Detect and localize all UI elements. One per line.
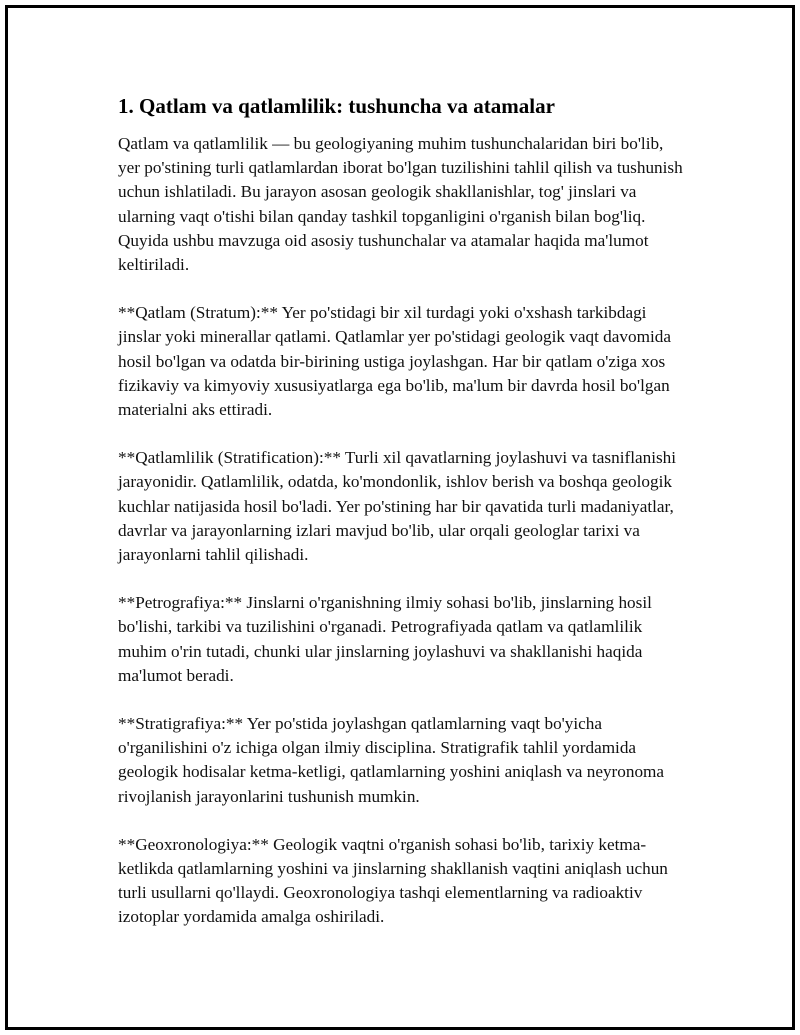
document-body (118, 92, 688, 954)
paragraph-petrografiya: **Petrografiya:** Jinslarni o'rganishning ilmiy sohasi bo'lib, jinslarning hosil bo'lishi, tarkibi va tuzilishini o'rganadi. Petrografiyada qatlam va qatlamlilik muhim o'rin tutadi, chunki ular jinslarning joylashuvi va shakllanishi haqida ma'lumot beradi. (118, 593, 652, 685)
paragraph-stratigrafiya: **Stratigrafiya:** Yer po'stida joylashgan qatlamlarning vaqt bo'yicha o'rganilishini o'z ichiga olgan ilmiy disciplina. Stratigrafik tahlil yordamida geologik hodisalar ketma-ketligi, qatlamlarning yoshini aniqlash va neyronoma rivojlanish jarayonlarini tushunish mumkin. (118, 714, 665, 806)
paragraph-qatlamlilik: **Qatlamlilik (Stratification):** Turli xil qavatlarning joylashuvi va tasniflanishi jarayonidir. Qatlamlilik, odatda, ko'mondonlik, ishlov berish va boshqa geologik kuchlar natijasida hosil bo'ladi. Yer po'stining har bir qavatida turli madaniyatlar, davrlar va jarayonlarning izlari mavjud bo'lib, ular orqali geologlar tarixi va jarayonlarni tahlil qilishadi. (118, 448, 677, 565)
paragraph-geoxronologiya: **Geoxronologiya:** Geologik vaqtni o'rganish sohasi bo'lib, tarixiy ketma-ketlikda qatlamlarning yoshini va jinslarning shakllanish vaqtini aniqlash uchun turli usullarni qo'llaydi. Geoxronologiya tashqi elementlarning va radioaktiv izotoplar yordamida amalga oshiriladi. (118, 834, 668, 927)
paragraph-qatlam: **Qatlam (Stratum):** Yer po'stidagi bir xil turdagi yoki o'xshash tarkibdagi jinslar yoki minerallar qatlami. Qatlamlar yer po'stidagi geologik vaqt davomida hosil bo'lgan va odatda bir-birining ustiga joylashgan. Har bir qatlam o'ziga xos fizikaviy va kimyoviy xususiyatlarga ega bo'lib, ma'lum bir davrda hosil bo'lgan materialni aks ettiradi. (118, 303, 671, 420)
section-heading: 1. Qatlam va qatlamlilik: tushuncha va atamalar (118, 94, 555, 118)
intro-paragraph: Qatlam va qatlamlilik — bu geologiyaning muhim tushunchalaridan biri bo'lib, yer po'stining turli qatlamlardan iborat bo'lgan tuzilishini tahlil qilish va tushunish uchun ishlatiladi. Bu jarayon asosan geologik shakllanishlar, tog' jinslari va ularning vaqt o'tishi bilan qanday tashkil topganligini o'rganish bilan bog'liq. Quyida ushbu mavzuga oid asosiy tushunchalar va atamalar haqida ma'lumot keltiriladi. (118, 134, 683, 275)
